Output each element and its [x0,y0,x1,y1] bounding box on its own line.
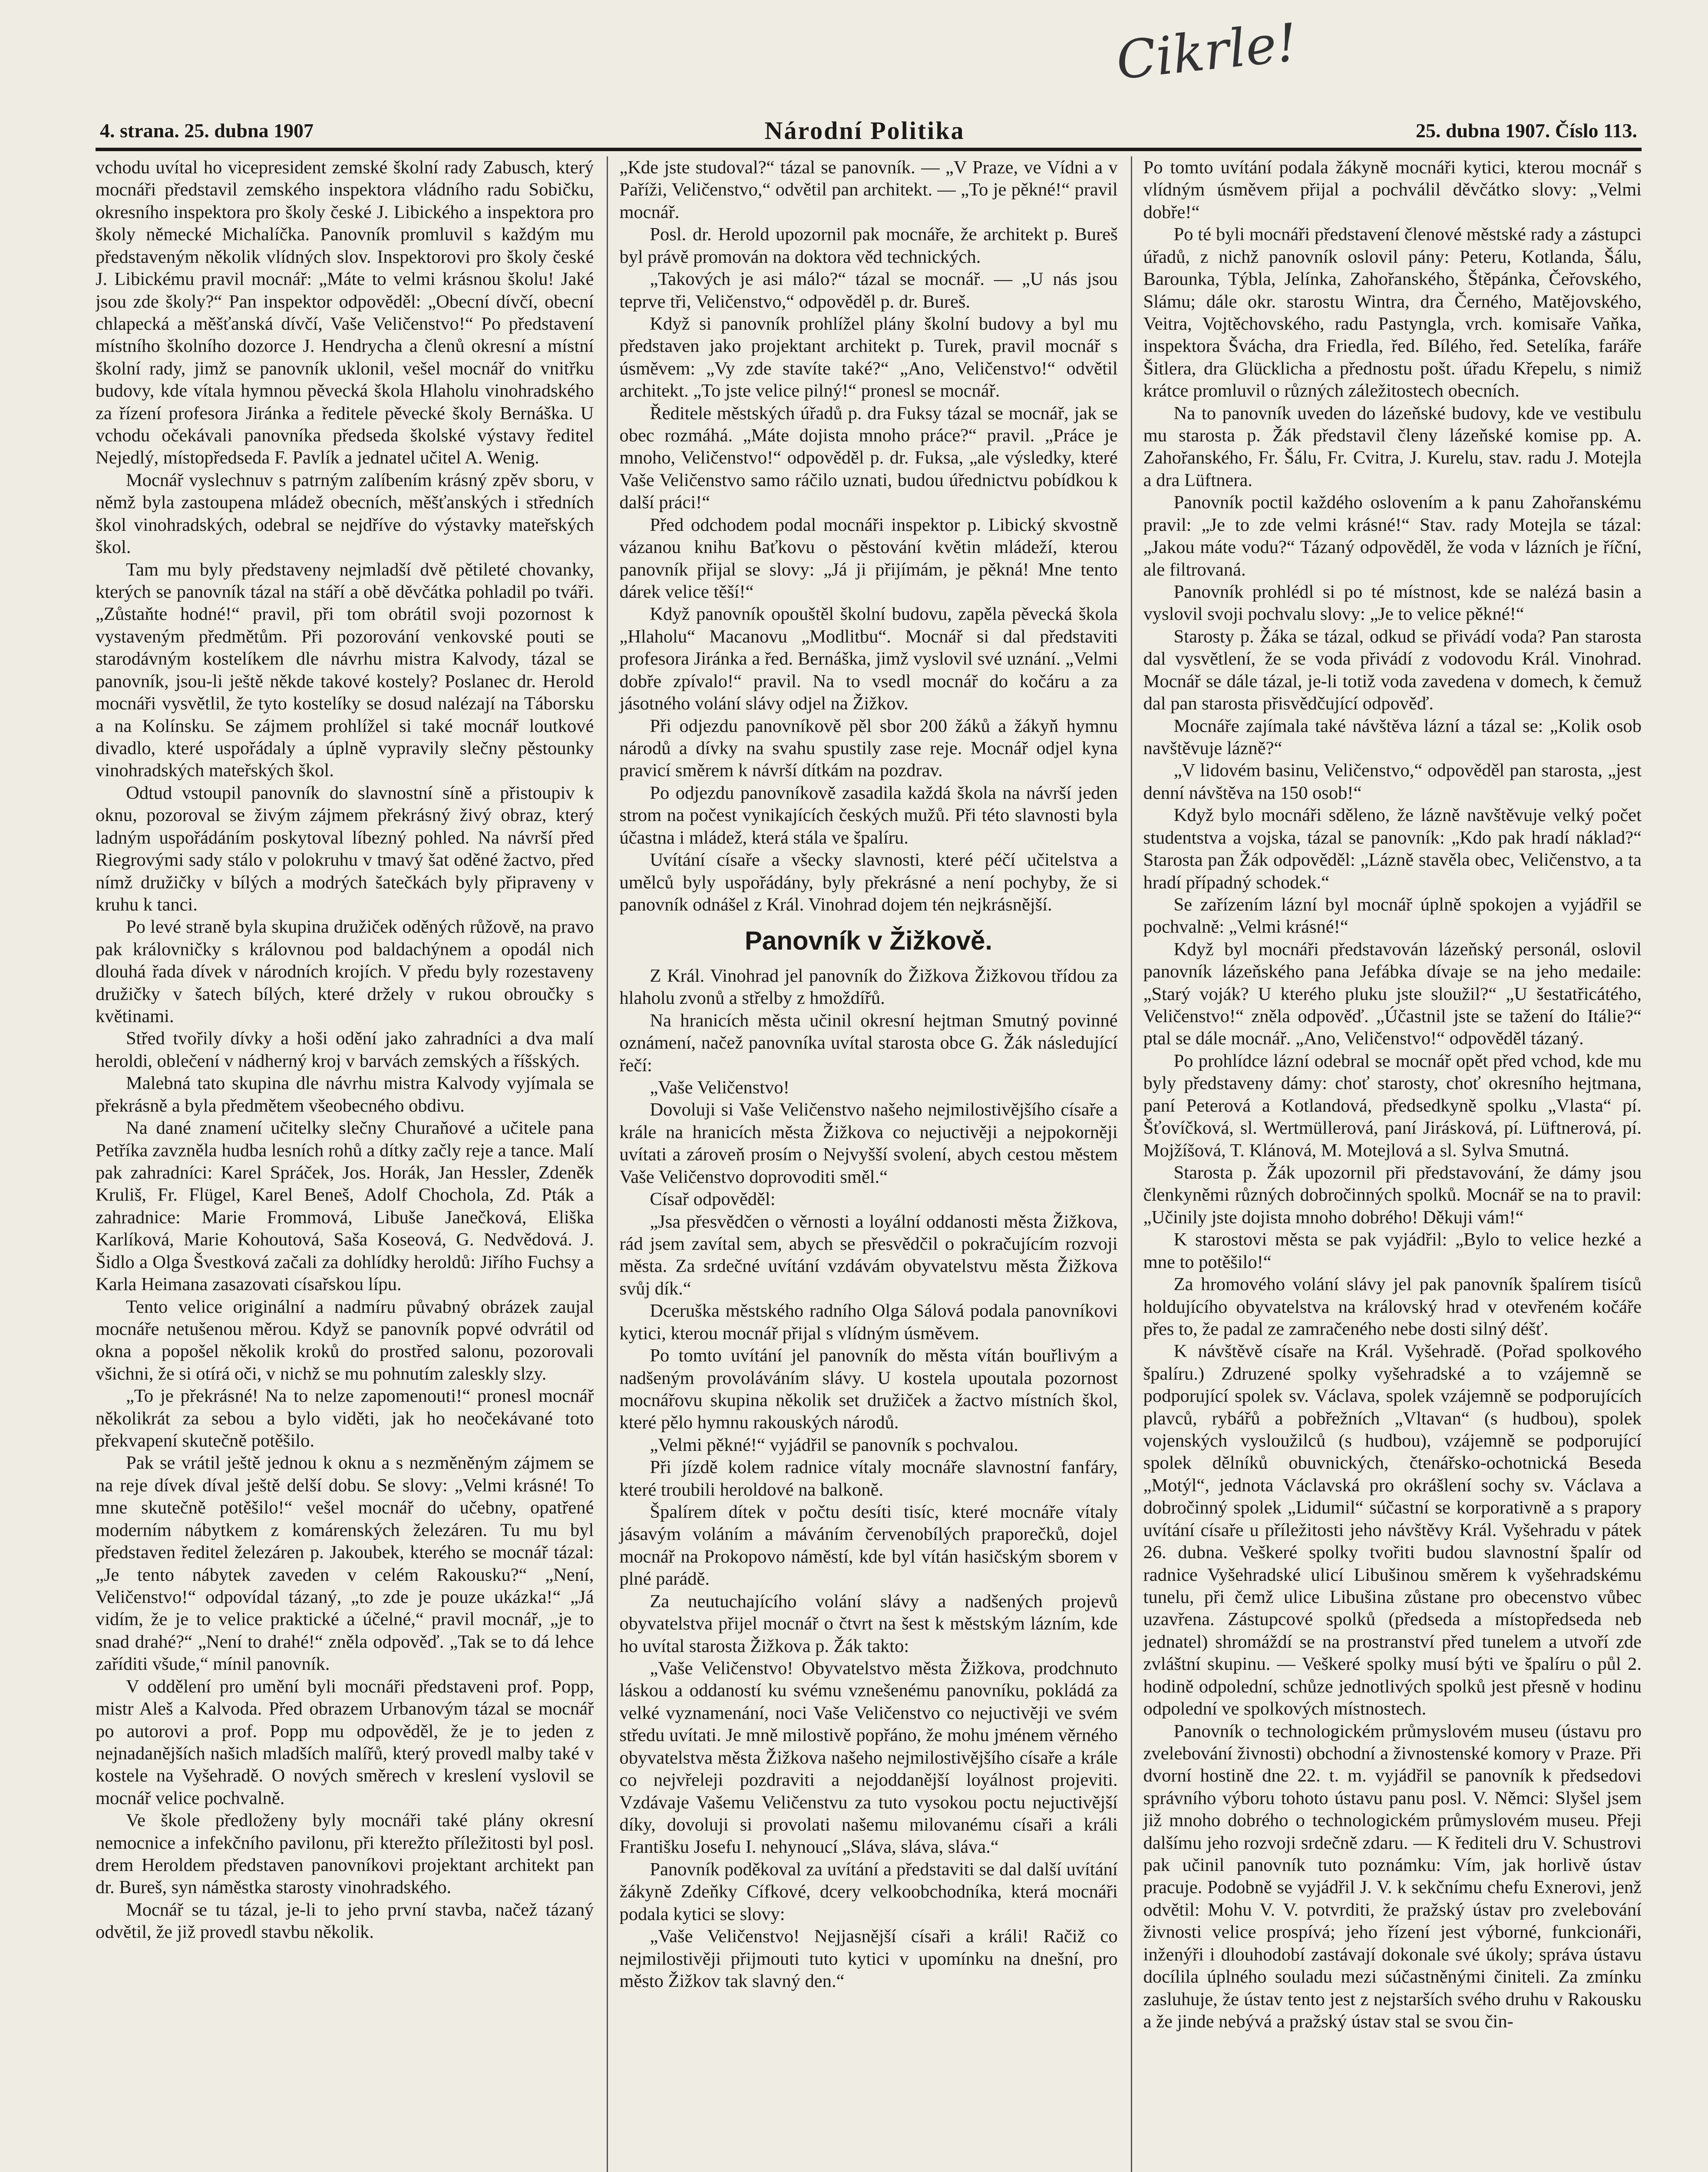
article-paragraph: Za hromového volání slávy jel pak panovník špalírem tisíců holdujícího obyvatelstva na královský hrad v otevřeném kočáře přes to, že padal ze zamračeného nebe dosti silný déšť. [1143,1274,1642,1339]
article-paragraph: Když si panovník prohlížel plány školní budovy a byl mu představen jako projektant architekt p. Turek, pravil mocnář s úsměvem: „Vy zde stavíte také?“ „Ano, Veličenstvo!“ odvětil architekt. „To jste velice pilný!“ pronesl se mocnář. [619,313,1118,401]
article-paragraph: V oddělení pro umění byli mocnáři představeni prof. Popp, mistr Aleš a Kalvoda. Před obrazem Urbanovým tázal se mocnář po autorovi a prof. Popp mu odpověděl, že je to jeden z nejnadanějších našich mladších malířů, který provedl malby také v kostele na Vyšehradě. O nových směrech v kreslení vyslovil se mocnář velice pochvalně. [96,1676,594,1808]
article-paragraph: Po levé straně byla skupina družiček oděných růžově, na pravo pak královničky s královnou pod baldachýnem a opodál nich dlouhá řada dívek v národních krojích. V předu byly rozestaveny družičky v šatech bílých, které držely v rukou obroučky s květinami. [96,917,594,1027]
article-paragraph: K starostovi města se pak vyjádřil: „Bylo to velice hezké a mne to potěšilo!“ [1143,1229,1642,1272]
page-header [100,111,1637,150]
article-paragraph: Na dané znamení učitelky slečny Churaňové a učitele pana Petříka zavzněla hudba lesních rohů a dítky začly reje a tance. Malí pak zahradníci: Karel Spráček, Jos. Horák, Jan Hessler, Zdeněk Kruliš, Fr. Flügel, Karel Beneš, Adolf Chochola, Zd. Pták a zahradnice: Marie Frommová, Libuše Janečková, Eliška Karlíková, Marie Kohoutová, Saša Koseová, G. Nedvědová. J. Šidlo a Olga Švestková začali za dohlídky heroldů: Jiřího Fuchsy a Karla Heimana zasazovati císařskou lípu. [96,1118,594,1295]
article-columns [96,156,1642,2172]
article-paragraph: „To je překrásné! Na to nelze zapomenouti!“ pronesl mocnář několikrát za sebou a bylo viděti, jak ho neočekávané toto překvapení skutečně potěšilo. [96,1386,594,1451]
article-paragraph: „V lidovém basinu, Veličenstvo,“ odpověděl pan starosta, „jest denní návštěva na 150 osob!“ [1143,760,1642,803]
article-paragraph: Dovoluji si Vaše Veličenstvo našeho nejmilostivějšího císaře a krále na hranicích města Žižkova co nejuctivěji a nejpokorněji uvítati a zároveň prosím o Nejvyšší svolení, abych cestou městem Vaše Veličenstvo doprovoditi směl.“ [619,1099,1118,1187]
column-2 [607,156,1117,2172]
article-paragraph: Mocnář vyslechnuv s patrným zalíbením krásný zpěv sboru, v němž byla zastoupena mládež obecních, měšťanských i středních škol vinohradských, odebral se nejdříve do výstavky mateřských škol. [96,470,594,558]
article-paragraph: Starosta p. Žák upozornil při představování, že dámy jsou členkyněmi různých dobročinných spolků. Mocnář se na to pravil: „Učinily jste dojista mnoho dobrého! Děkuji vám!“ [1143,1162,1642,1228]
article-paragraph: Mocnář se tu tázal, je-li to jeho první stavba, načež tázaný odvětil, že již provedl stavbu několik. [96,1899,594,1943]
masthead-title: Národní Politika [764,116,965,145]
article-paragraph: „Takových je asi málo?“ tázal se mocnář. — „U nás jsou teprve tři, Veličenstvo,“ odpověděl p. dr. Bureš. [619,269,1118,312]
article-paragraph: K návštěvě císaře na Král. Vyšehradě. (Pořad spolkového špalíru.) Zdruzené spolky vyšehradské a to vzájemně se podporující spolek sv. Václava, spolek vzájemně se podporujících plavců, rybářů a pobřežních „Vltavan“ (s hudbou), spolek vojenských vysloužilců (s hudbou), vzájemně se podporující spolek dělníků obuvnických, čtenářsko-ochotnická Beseda „Motýl“, jednota Václavská pro okrášlení sochy sv. Václava a dobročinný spolek „Lidumil“ súčastní se korporativně a s prapory uvítání císaře u příležitosti jeho návštěvy Král. Vyšehradu v pátek 26. dubna. Veškeré spolky tvořiti budou slavnostní špalír od radnice Vyšehradské ulicí Libušinou směrem k vyšehradskému tunelu, při čemž ulice Libušina zůstane pro obecenstvo vůbec uzavřena. Zástupcové spolků (předseda a místopředseda neb jednatel) shromáždí se na prostranství před tunelem a utvoří zde zvláštní skupinu. — Veškeré spolky musí býti ve špalíru o půl 2. hodině odpolední, schůze jednotlivých spolků jest přesně v hodinu odpolední ve spolkových místnostech. [1143,1341,1642,1719]
article-paragraph: Uvítání císaře a všecky slavnosti, které péčí učitelstva a umělců byly uspořádány, byly překrásné a není pochyby, že si panovník odnášel z Král. Vinohrad dojem tén nejkrásnější. [619,850,1118,915]
article-paragraph: Špalírem dítek v počtu desíti tisíc, které mocnáře vítaly jásavým voláním a máváním červenobílých praporečků, dojel mocnář na Prokopovo náměstí, kde byl vítán hasičským sborem v plné parádě. [619,1502,1118,1589]
article-paragraph: Při jízdě kolem radnice vítaly mocnáře slavnostní fanfáry, které troubili heroldové na balkoně. [619,1457,1118,1500]
article-paragraph: Střed tvořily dívky a hoši odění jako zahradníci a dva malí heroldi, oblečení v nádherný kroj v barvách zemských a říšských. [96,1028,594,1071]
article-paragraph: Pak se vrátil ještě jednou k oknu a s nezměněným zájmem se na reje dívek díval ještě delší dobu. Se slovy: „Velmi krásné! To mne skutečně potěšilo!“ vešel mocnář do učebny, opatřené moderním nábytkem z komárenských železáren. Tu mu byl představen ředitel železáren p. Jakoubek, kterého se mocnář tázal: „Je tento nábytek zaveden v celém Rakousku?“ „Není, Veličenstvo!“ odpovídal tázaný, „to zde je pouze ukázka!“ „Já vidím, že je to velice praktické a účelné,“ pravil mocnář, „je to snad drahé?“ „Není to drahé!“ zněla odpověď. „Tak se to dá lehce zaříditi všude,“ mínil panovník. [96,1453,594,1675]
header-date-left: 4. strana. 25. dubna 1907 [100,119,314,142]
article-paragraph: Když panovník opouštěl školní budovu, zapěla pěvecká škola „Hlaholu“ Macanovu „Modlitbu“. Mocnář si dal představiti profesora Jiránka a řed. Bernáška, jimž vyslovil své uznání. „Velmi dobře zpívalo!“ pravil. Na to vsedl mocnář do kočáru a za jásotného volání slávy odjel na Žižkov. [619,604,1118,714]
article-paragraph: „Vaše Veličenstvo! [650,1077,790,1098]
article-paragraph: Císař odpověděl: [650,1189,776,1210]
article-paragraph: Když byl mocnáři představován lázeňský personál, oslovil panovník lázeňského pana Jefábka dívaje se na jeho medaile: „Starý voják? U kterého pluku jste sloužil?“ „U šestatřicátého, Veličenstvo!“ zněla odpověď. „Účastnil jste se tažení do Itálie?“ ptal se dále mocnář. „Ano, Veličenstvo!“ odpověděl tázaný. [1143,939,1642,1049]
article-paragraph: „Velmi pěkné!“ vyjádřil se panovník s pochvalou. [650,1434,1018,1455]
article-paragraph: Mocnáře zajímala také návštěva lázní a tázal se: „Kolik osob navštěvuje lázně?“ [1143,715,1642,758]
article-paragraph: Posl. dr. Herold upozornil pak mocnáře, že architekt p. Bureš byl právě promován na doktora věd technických. [619,224,1118,267]
article-paragraph: Ve škole předloženy byly mocnáři také plány okresní nemocnice a infekčního pavilonu, při kterežto příležitosti byl posl. drem Heroldem představen panovníkovi projektant architekt pan dr. Bureš, syn náměstka starosty vinohradského. [96,1810,594,1898]
article-paragraph: Panovník poctil každého oslovením a k panu Zahořanskému pravil: „Je to zde velmi krásné!“ Stav. rady Motejla se tázal: „Jakou máte vodu?“ Tázaný odpověděl, že voda v lázních je říční, ale filtrovaná. [1143,492,1642,580]
article-paragraph: Po prohlídce lázní odebral se mocnář opět před vchod, kde mu byly představeny dámy: choť starosty, choť okresního hejtmana, paní Peterová a Kotlandová, předsedkyně spolku „Vlasta“ pí. Šťovíčková, sl. Wertmüllerová, paní Jirásková, pí. Lüftnerová, pí. Mojžíšová, T. Klánová, M. Motejlová a sl. Sylva Smutná. [1143,1050,1642,1161]
article-paragraph: Za neutuchajícího volání slávy a nadšených projevů obyvatelstva přijel mocnář o čtvrt na šest k městským lázním, kde ho uvítal starosta Žižkova p. Žák takto: [619,1591,1118,1656]
article-paragraph: Se zařízením lázní byl mocnář úplně spokojen a vyjádřil se pochvalně: „Velmi krásné!“ [1143,894,1642,937]
article-paragraph: Na hranicích města učinil okresní hejtman Smutný povinné oznámení, načež panovníka uvítal starosta obce G. Žák následující řečí: [619,1010,1118,1076]
article-paragraph: „Jsa přesvědčen o věrnosti a loyální oddanosti města Žižkova, rád jsem zavítal sem, abych se přesvědčil o pokračujícím rozvoji města. Za srdečné uvítání vzdávám obyvatelstvu města Žižkova svůj dík.“ [619,1211,1118,1299]
handwritten-annotation: Cikrle! [1113,12,1301,92]
header-rule [96,148,1642,151]
article-paragraph: Odtud vstoupil panovník do slavnostní síně a přistoupiv k oknu, pozoroval se živým zájmem překrásný živý obraz, který ladným uspořádáním poskytoval líbezný pohled. Na návrší před Riegrovými sady stálo v polokruhu v tmavý šat oděné žactvo, před nímž družičky v bílých a modrých šatečkách byly připraveny v kruhu k tanci. [96,782,594,915]
article-paragraph: Před odchodem podal mocnáři inspektor p. Libický skvostně vázanou knihu Baťkovu o pěstování květin mládeží, kterou panovník přijal se slovy: „Já ji přijímám, je pěkná! Mne tento dárek velice těší!“ [619,514,1118,603]
article-paragraph: Po tomto uvítání jel panovník do města vítán bouřlivým a nadšeným provoláváním slávy. U kostela upoutala pozornost mocnářovu skupina několik set družiček a žactvo místních škol, které pělo hymnu rakouských národů. [619,1345,1118,1433]
article-paragraph: Po tomto uvítání podala žákyně mocnáři kytici, kterou mocnář s vlídným úsměvem přijal a pochválil děvčátko slovy: „Velmi dobře!“ [1143,157,1642,222]
column-1 [96,156,594,2172]
article-paragraph: „Vaše Veličenstvo! Obyvatelstvo města Žižkova, prodchnuto láskou a oddaností ku svému vznešenému panovníku, pokládá za velké vyznamenání, noci Vaše Veličenstvo co nejuctivěji ve svém středu uvítati. Je mně milostivě popřáno, že mohu jménem věrného obyvatelstva města Žižkova našeho nejmilostivějšího císaře a krále co nejvřeleji pozdraviti a nejoddanější loyálnost projeviti. Vzdávaje Vašemu Veličenstvu za tuto vysokou poctu nejuctivější díky, dovoluji si provolati našemu milovanému císaři a králi Františku Josefu I. nehynoucí „Sláva, sláva, sláva.“ [619,1658,1118,1857]
article-paragraph: Na to panovník uveden do lázeňské budovy, kde ve vestibulu mu starosta p. Žák představil členy lázeňské komise pp. A. Zahořanského, Fr. Šálu, Fr. Cvitra, J. Kurelu, stav. radu J. Motejla a dra Lüftnera. [1143,403,1642,490]
article-paragraph: Z Král. Vinohrad jel panovník do Žižkova Žižkovou třídou za hlaholu zvonů a střelby z hmoždířů. [619,965,1118,1009]
article-paragraph: Panovník prohlédl si po té místnost, kde se nalézá basin a vyslovil svoji pochvalu slovy: „Je to velice pěkné!“ [1143,582,1642,625]
article-paragraph: Po odjezdu panovníkově zasadila každá škola na návrší jeden strom na počest vynikajících českých mužů. Při této slavnosti byla účastna i mládež, která stála ve špalíru. [619,782,1118,848]
article-paragraph: Dceruška městského radního Olga Sálová podala panovníkovi kytici, kterou mocnář přijal s vlídným úsměvem. [619,1301,1118,1344]
article-paragraph: Panovník o technologickém průmyslovém museu (ústavu pro zvelebování živnosti) obchodní a živnostenské komory v Praze. Při dvorní hostině dne 22. t. m. vyjádřil se panovník k předsedovi správního výboru tohoto ústavu panu posl. V. Němci: Slyšel jsem již mnoho dobrého o technologickém průmyslovém museu. Přeji dalšímu jeho rozvoji srdečně zdaru. — K řediteli dru V. Schustrovi pak učinil panovník tuto poznámku: Vím, jak horlivě ústav pracuje. Podobně se vyjádřil J. V. k sekčnímu chefu Exnerovi, jenž odvětil: Mohu V. V. potvrditi, že pražský ústav pro zvelebování živnosti velice prospívá; jeho řízení jest výborné, funkcionáři, inženýři i dlouhodobí zastávají dokonale své úkoly; správa ústavu docílila úplného souladu mezi súčastněnými činiteli. Za zmínku zasluhuje, že ústav tento jest z nejstarších svého druhu v Rakousku a že jinde nebývá a pražský ústav stal se svou čin- [1143,1721,1642,2032]
article-paragraph: „Kde jste studoval?“ tázal se panovník. — „V Praze, ve Vídni a v Paříži, Veličenstvo,“ odvětil pan architekt. — „To je pěkné!“ pravil mocnář. [619,157,1118,222]
header-issue-number: 25. dubna 1907. Číslo 113. [1416,119,1637,142]
article-paragraph: Při odjezdu panovníkově pěl sbor 200 žáků a žákyň hymnu národů a dívky na svahu spustily zase reje. Mocnář odjel kyna pravicí směrem k návrší dítkám na pozdrav. [619,715,1118,781]
article-paragraph: „Vaše Veličenstvo! Nejjasnější císaři a králi! Račiž co nejmilostivěji přijmouti tuto kytici v upomínku na dnešní, pro město Žižkov tak slavný den.“ [619,1926,1118,1991]
article-paragraph: Malebná tato skupina dle návrhu mistra Kalvody vyjímala se překrásně a byla předmětem všeobecného obdivu. [96,1073,594,1116]
article-paragraph: Po té byli mocnáři představení členové městské rady a zástupci úřadů, z nichž panovník oslovil pány: Peteru, Kotlanda, Šálu, Barounka, Týbla, Jelínka, Zahořanského, Štěpánka, Čeřovského, Slámu; dále okr. starostu Wintra, dra Černého, Matějovského, Veitra, Vojtěchovského, radu Pastyngla, vrch. komisaře Vaňka, inspektora Švácha, dra Friedla, řed. Bílého, řed. Setelíka, faráře Šitlera, dra Glücklicha a přednostu pošt. úřadu Křepelu, s nimiž krátce promluvil o různých záležitostech obecních. [1143,224,1642,401]
article-paragraph: Tento velice originální a nadmíru půvabný obrázek zaujal mocnáře netušenou měrou. Když se panovník popvé odvrátil od okna a popošel několik kroků do prostřed salonu, pozorovali všichni, že si otírá oči, v nichž se mu pohnutím zaleskly slzy. [96,1296,594,1384]
article-paragraph: Když bylo mocnáři sděleno, že lázně navštěvuje velký počet studentstva a vojska, tázal se panovník: „Kdo pak hradí náklad?“ Starosta pan Žák odpověděl: „Lázně stavěla obec, Veličenstvo, a ta hradí případný schodek.“ [1143,805,1642,893]
article-paragraph: Tam mu byly představeny nejmladší dvě pětileté chovanky, kterých se panovník tázal na stáří a obě děvčátka pohladil po tváři. „Zůstaňte hodné!“ pravil, při tom obrátil svoji pozornost k vystaveným předmětům. Při pozorování venkovské pouti se starodávným kostelíkem dle návrhu mistra Kalvody, tázal se panovník, jsou-li ještě někde takové kostely? Poslanec dr. Herold mocnáři vysvětlil, že tyto kostelíky se dosud nalézají na Táborsku a na Kolínsku. Se zájmem prohlížel si také mocnář loutkové divadlo, které uspořádaly a úplně vypravily slečny pěstounky vinohradských mateřských škol. [96,559,594,781]
article-paragraph: Starosty p. Žáka se tázal, odkud se přivádí voda? Pan starosta dal vysvětlení, že se voda přivádí z vodovodu Král. Vinohrad. Mocnář se dále tázal, je-li totiž voda zavedena v domech, k čemuž dal pan starosta přisvědčující odpověď. [1143,626,1642,714]
article-paragraph: Panovník poděkoval za uvítání a představiti se dal další uvítání žákyně Zdeňky Cífkové, dcery velkoobchodníka, která mocnáři podala kytici se slovy: [619,1859,1118,1924]
column-3 [1131,156,1642,2172]
section-heading: Panovník v Žižkově. [744,926,993,956]
article-paragraph: Ředitele městských úřadů p. dra Fuksy tázal se mocnář, jak se obec rozmáhá. „Máte dojista mnoho práce?“ pravil. „Práce je mnoho, Veličenstvo!“ odpověděl p. dr. Fuksa, „ale výsledky, které Vaše Veličenstvo samo ráčilo uznati, budou úřednictvu pobídkou k další práci!“ [619,403,1118,513]
article-paragraph: vchodu uvítal ho vicepresident zemské školní rady Zabusch, který mocnáři představil zemského inspektora vládního radu Sobičku, okresního inspektora pro školy české J. Libického a inspektora pro školy německé Michalíčka. Panovník promluvil s každým mu představeným několik vlídných slov. Inspektorovi pro školy české J. Libickému pravil mocnář: „Máte to velmi krásnou školu! Jaké jsou zde školy?“ Pan inspektor odpověděl: „Obecní dívčí, obecní chlapecká a měšťanská dívčí, Vaše Veličenstvo!“ Po představení místního školního dozorce J. Hendrycha a členů okresní a místní školní rady, jimž se panovník uklonil, vešel mocnář do vnitřku budovy, kde vítala hymnou pěvecká škola Hlaholu vinohradského za řízení profesora Jiránka a ředitele pěvecké školy Bernáška. U vchodu očekávali panovníka předseda školské výstavy ředitel Nejedlý, místopředseda F. Pavlík a jednatel učitel A. Wenig. [96,157,594,468]
